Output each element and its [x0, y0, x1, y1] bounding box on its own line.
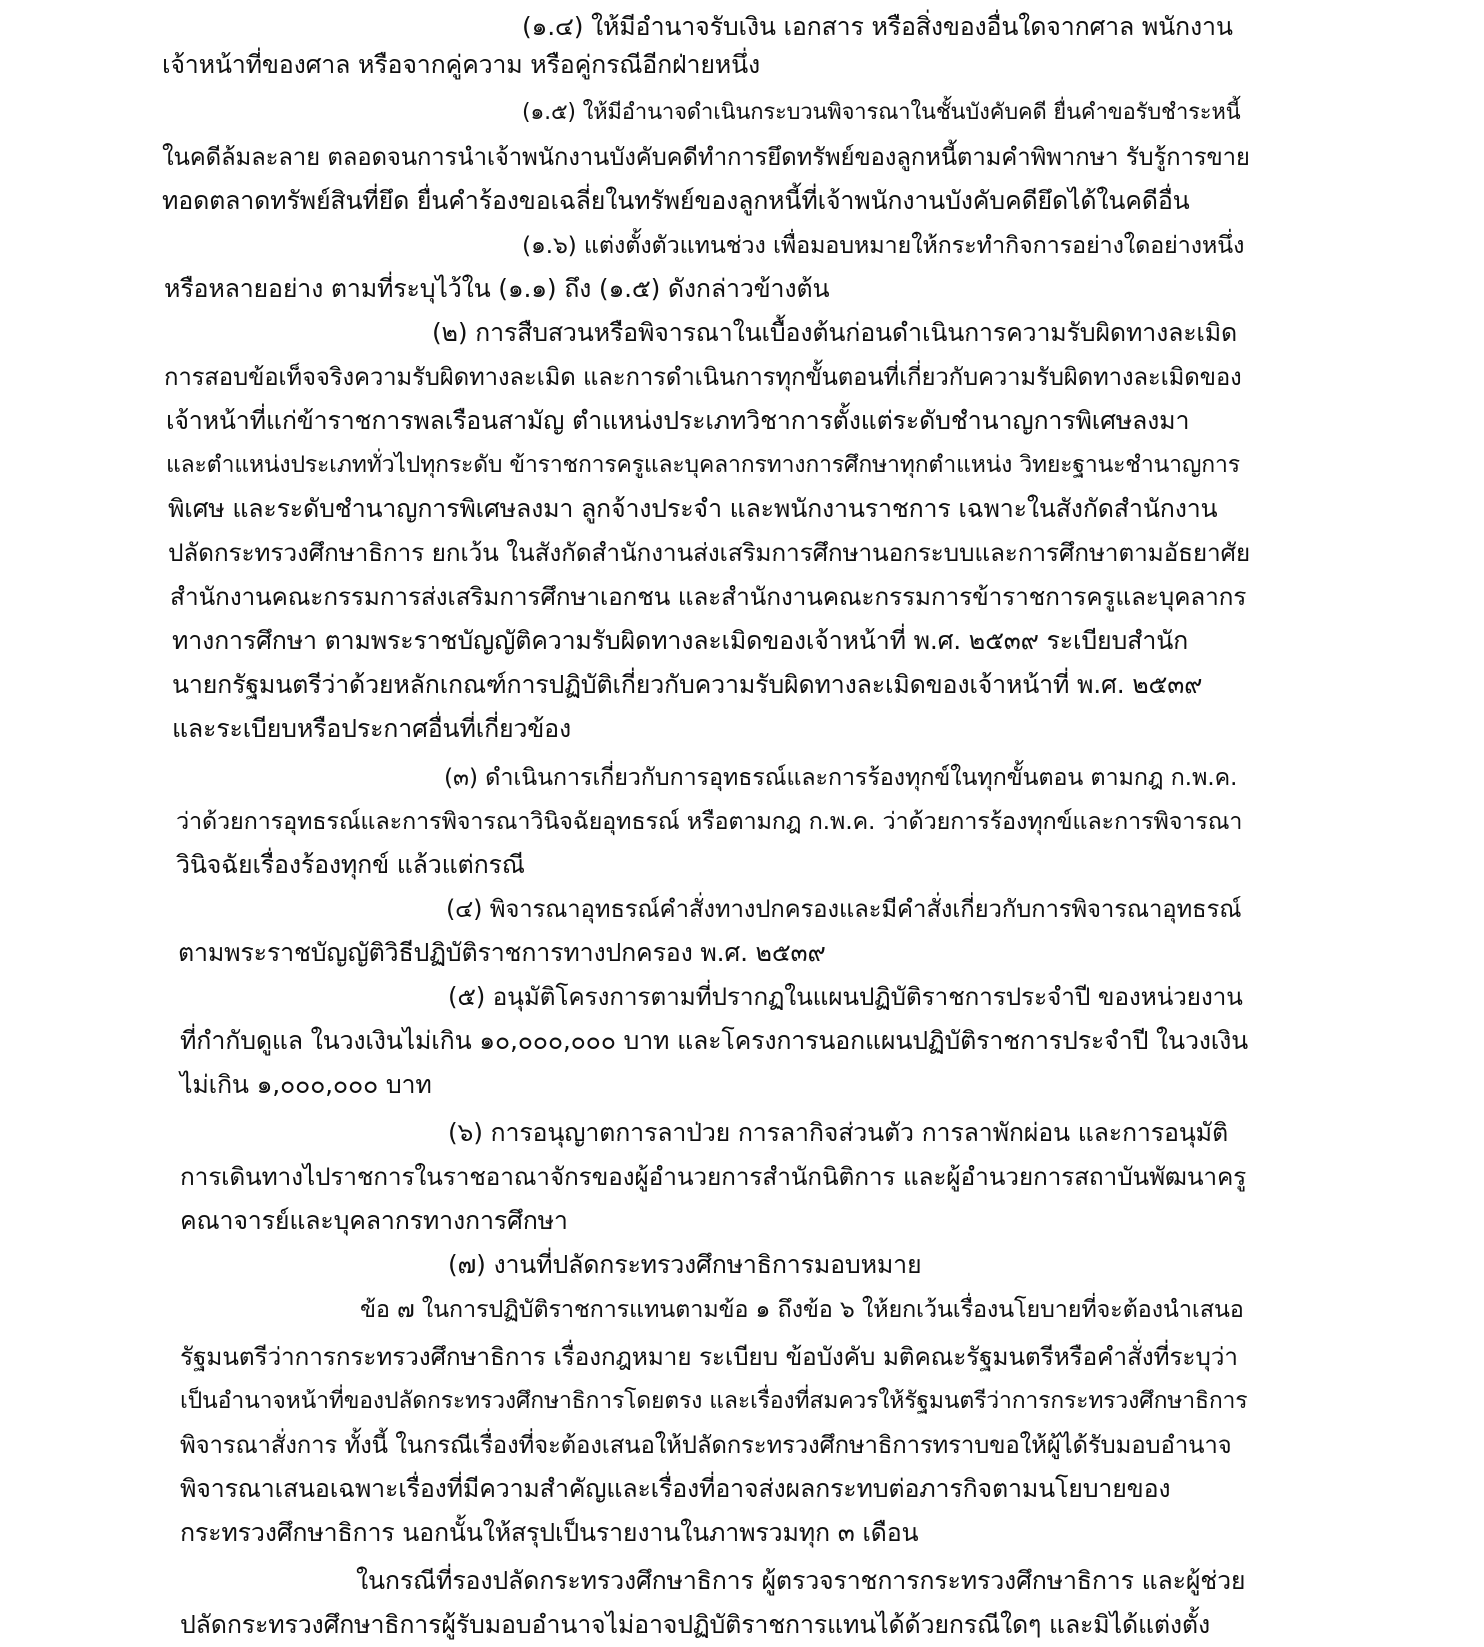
text-line: (๑.๖) แต่งตั้งตัวแทนช่วง เพื่อมอบหมายให้กระทำกิจการอย่างใดอย่างหนึ่ง	[522, 231, 1245, 259]
text-line: หรือหลายอย่าง ตามที่ระบุไว้ใน (๑.๑) ถึง (๑.๕) ดังกล่าวข้างต้น	[164, 274, 830, 303]
text-line: นายกรัฐมนตรีว่าด้วยหลักเกณฑ์การปฏิบัติเกี่ยวกับความรับผิดทางละเมิดของเจ้าหน้าที่ พ.ศ. ๒๕๓๙	[172, 670, 1203, 699]
text-line: รัฐมนตรีว่าการกระทรวงศึกษาธิการ เรื่องกฎหมาย ระเบียบ ข้อบังคับ มติคณะรัฐมนตรีหรือคำสั่งที่ระบุว่า	[180, 1342, 1238, 1371]
text-line: (๔) พิจารณาอุทธรณ์คำสั่งทางปกครองและมีคำสั่งเกี่ยวกับการพิจารณาอุทธรณ์	[446, 895, 1242, 923]
text-line: ไม่เกิน ๑,๐๐๐,๐๐๐ บาท	[180, 1070, 432, 1099]
text-line: (๑.๕) ให้มีอำนาจดำเนินกระบวนพิจารณาในชั้นบังคับคดี ยื่นคำขอรับชำระหนี้	[522, 100, 1241, 125]
text-line: ข้อ ๗ ในการปฏิบัติราชการแทนตามข้อ ๑ ถึงข้อ ๖ ให้ยกเว้นเรื่องนโยบายที่จะต้องนำเสนอ	[360, 1295, 1244, 1323]
text-line: ว่าด้วยการอุทธรณ์และการพิจารณาวินิจฉัยอุทธรณ์ หรือตามกฎ ก.พ.ค. ว่าด้วยการร้องทุกข์และการพิจารณา	[176, 807, 1243, 835]
text-line: เจ้าหน้าที่แก่ข้าราชการพลเรือนสามัญ ตำแหน่งประเภทวิชาการตั้งแต่ระดับชำนาญการพิเศษลงมา	[166, 406, 1190, 435]
text-line: และตำแหน่งประเภททั่วไปทุกระดับ ข้าราชการครูและบุคลากรทางการศึกษาทุกตำแหน่ง วิทยะฐานะชำนาญการ	[166, 452, 1240, 478]
text-line: วินิจฉัยเรื่องร้องทุกข์ แล้วแต่กรณี	[176, 850, 525, 879]
text-line: (๕) อนุมัติโครงการตามที่ปรากฏในแผนปฏิบัติราชการประจำปี ของหน่วยงาน	[448, 982, 1243, 1011]
text-line: (๖) การอนุญาตการลาป่วย การลากิจส่วนตัว การลาพักผ่อน และการอนุมัติ	[448, 1118, 1228, 1147]
text-line: (๑.๔) ให้มีอำนาจรับเงิน เอกสาร หรือสิ่งของอื่นใดจากศาล พนักงาน	[522, 12, 1233, 41]
text-line: ทางการศึกษา ตามพระราชบัญญัติความรับผิดทางละเมิดของเจ้าหน้าที่ พ.ศ. ๒๕๓๙ ระเบียบสำนัก	[172, 626, 1189, 655]
text-line: ในคดีล้มละลาย ตลอดจนการนำเจ้าพนักงานบังคับคดีทำการยึดทรัพย์ของลูกหนี้ตามคำพิพากษา รับรู้การขาย	[162, 143, 1250, 171]
text-line: พิเศษ และระดับชำนาญการพิเศษลงมา ลูกจ้างประจำ และพนักงานราชการ เฉพาะในสังกัดสำนักงาน	[168, 494, 1218, 523]
text-line: การสอบข้อเท็จจริงความรับผิดทางละเมิด และการดำเนินการทุกขั้นตอนที่เกี่ยวกับความรับผิดทางละเมิดของ	[164, 363, 1242, 391]
text-line: ที่กำกับดูแล ในวงเงินไม่เกิน ๑๐,๐๐๐,๐๐๐ บาท และโครงการนอกแผนปฏิบัติราชการประจำปี ในวงเงิน	[180, 1026, 1249, 1055]
text-line: การเดินทางไปราชการในราชอาณาจักรของผู้อำนวยการสำนักนิติการ และผู้อำนวยการสถาบันพัฒนาครู	[180, 1162, 1247, 1191]
text-line: (๒) การสืบสวนหรือพิจารณาในเบื้องต้นก่อนดำเนินการความรับผิดทางละเมิด	[432, 318, 1238, 347]
text-line: ปลัดกระทรวงศึกษาธิการ ยกเว้น ในสังกัดสำนักงานส่งเสริมการศึกษานอกระบบและการศึกษาตามอัธยาศัย	[168, 538, 1251, 567]
text-line: ในกรณีที่รองปลัดกระทรวงศึกษาธิการ ผู้ตรวจราชการกระทรวงศึกษาธิการ และผู้ช่วย	[356, 1566, 1246, 1595]
text-line: สำนักงานคณะกรรมการส่งเสริมการศึกษาเอกชน และสำนักงานคณะกรรมการข้าราชการครูและบุคลากร	[170, 582, 1247, 611]
text-line: กระทรวงศึกษาธิการ นอกนั้นให้สรุปเป็นรายงานในภาพรวมทุก ๓ เดือน	[180, 1518, 919, 1547]
text-line: ทอดตลาดทรัพย์สินที่ยึด ยื่นคำร้องขอเฉลี่ยในทรัพย์ของลูกหนี้ที่เจ้าพนักงานบังคับคดียึดได้ในคดีอื่น	[162, 186, 1190, 215]
text-line: และระเบียบหรือประกาศอื่นที่เกี่ยวข้อง	[172, 714, 572, 743]
text-line: (๗) งานที่ปลัดกระทรวงศึกษาธิการมอบหมาย	[448, 1250, 922, 1279]
text-line: ตามพระราชบัญญัติวิธีปฏิบัติราชการทางปกครอง พ.ศ. ๒๕๓๙	[178, 938, 826, 967]
text-line: เจ้าหน้าที่ของศาล หรือจากคู่ความ หรือคู่กรณีอีกฝ่ายหนึ่ง	[162, 50, 760, 79]
text-line: พิจารณาเสนอเฉพาะเรื่องที่มีความสำคัญและเรื่องที่อาจส่งผลกระทบต่อภารกิจตามนโยบายของ	[180, 1474, 1171, 1503]
text-line: (๓) ดำเนินการเกี่ยวกับการอุทธรณ์และการร้องทุกข์ในทุกขั้นตอน ตามกฎ ก.พ.ค.	[444, 763, 1238, 791]
text-line: พิจารณาสั่งการ ทั้งนี้ ในกรณีเรื่องที่จะต้องเสนอให้ปลัดกระทรวงศึกษาธิการทราบขอให้ผู้ได้รับมอบอำนาจ	[180, 1431, 1232, 1459]
text-line: คณาจารย์และบุคลากรทางการศึกษา	[180, 1206, 568, 1235]
text-line: เป็นอำนาจหน้าที่ของปลัดกระทรวงศึกษาธิการโดยตรง และเรื่องที่สมควรให้รัฐมนตรีว่าการกระทรวงศึกษาธิการ	[180, 1388, 1248, 1414]
text-line: ปลัดกระทรวงศึกษาธิการผู้รับมอบอำนาจไม่อาจปฏิบัติราชการแทนได้ด้วยกรณีใดๆ และมิได้แต่งตั้ง	[180, 1610, 1210, 1639]
